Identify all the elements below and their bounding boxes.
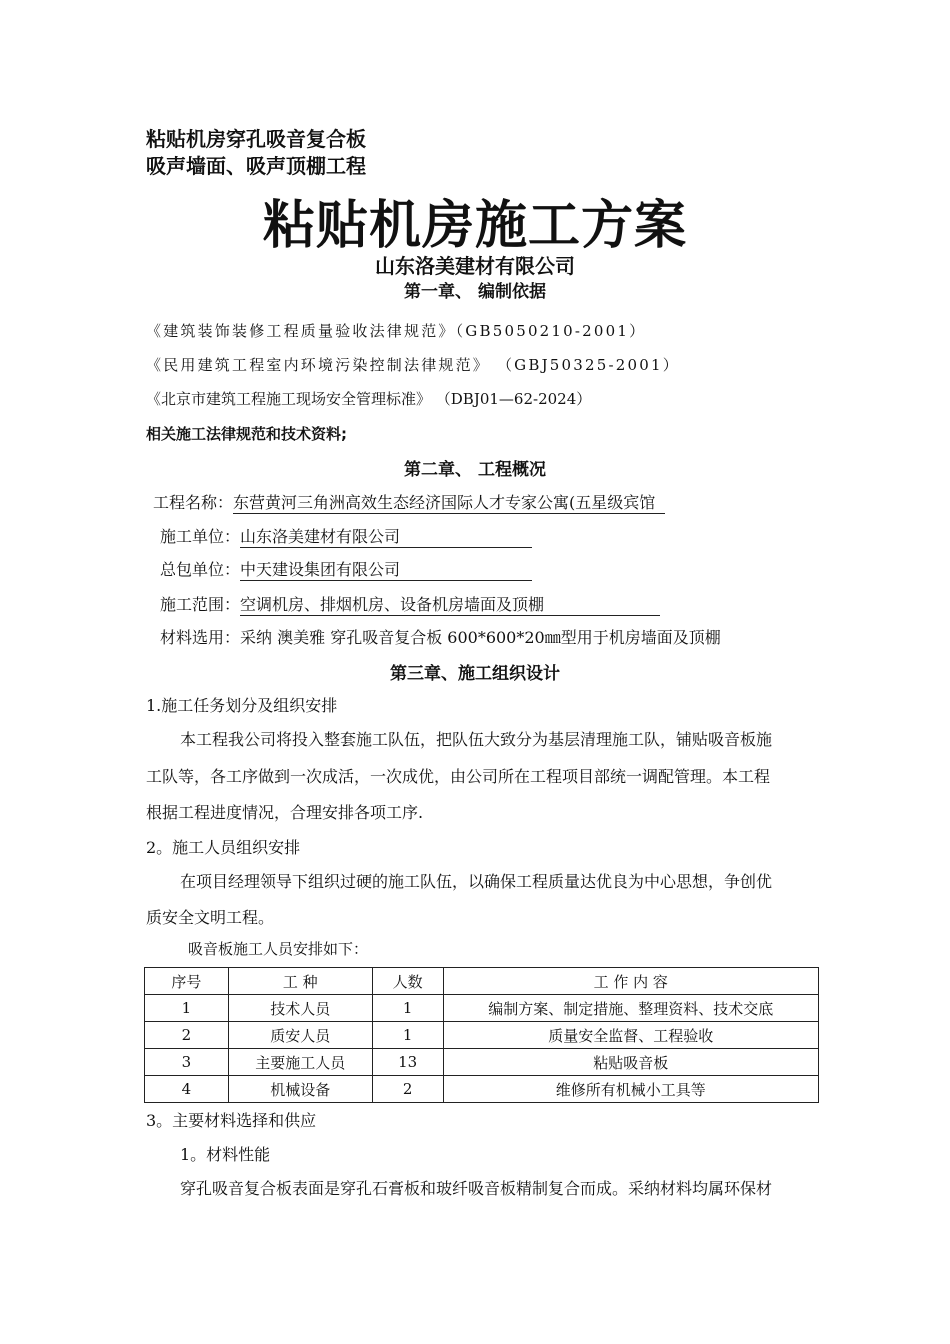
table-row (145, 1049, 819, 1076)
row-index: 1 (145, 995, 229, 1022)
table-caption: 吸音板施工人员安排如下： (188, 940, 369, 958)
section-3-para-line-1: 穿孔吸音复合板表面是穿孔石膏板和玻纤吸音板精制复合而成。采纳材料均属环保材 (180, 1179, 773, 1198)
main-title: 粘贴机房施工方案 (262, 196, 687, 256)
contractor-row (160, 524, 532, 548)
related-materials: 相关施工法律规范和技术资料; (146, 425, 347, 443)
row-tasks: 编制方案、制定措施、整理资料、技术交底 (443, 995, 818, 1022)
project-name-value: 东营黄河三角洲高效生态经济国际人才专家公寓(五星级宾馆 (233, 490, 665, 514)
row-role: 主要施工人员 (228, 1049, 372, 1076)
contractor-label: 施工单位： (160, 527, 241, 546)
scope-label: 施工范围： (160, 595, 241, 614)
material-row (160, 625, 721, 648)
header-line-2: 吸声墙面、吸声顶棚工程 (146, 154, 366, 178)
section-2-para-line-1: 在项目经理领导下组织过硬的施工队伍，以确保工程质量达优良为中心思想，争创优 (180, 872, 773, 891)
header-index: 序号 (145, 968, 229, 995)
section-2-title: 2。施工人员组织安排 (146, 838, 301, 857)
row-role: 技术人员 (228, 995, 372, 1022)
general-contractor-value: 中天建设集团有限公司 (240, 557, 532, 581)
section-3-title: 3。主要材料选择和供应 (146, 1111, 317, 1130)
header-role: 工 种 (228, 968, 372, 995)
row-count: 1 (372, 1022, 443, 1049)
row-count: 2 (372, 1076, 443, 1103)
table-row (145, 1076, 819, 1103)
general-contractor-row (160, 557, 532, 581)
section-2-para-line-2: 质安全文明工程。 (146, 908, 275, 927)
reference-1: 《建筑装饰装修工程质量验收法律规范》（GB5050210-2001） (146, 322, 647, 340)
header-count: 人数 (372, 968, 443, 995)
row-count: 13 (372, 1049, 443, 1076)
row-tasks: 粘贴吸音板 (443, 1049, 818, 1076)
section-1-para-line-1: 本工程我公司将投入整套施工队伍，把队伍大致分为基层清理施工队，铺贴吸音板施 (180, 730, 773, 749)
chapter-2-title: 第二章、 工程概况 (404, 460, 546, 480)
row-index: 3 (145, 1049, 229, 1076)
section-1-para-line-3: 根据工程进度情况，合理安排各项工序. (146, 803, 424, 822)
company-name: 山东洛美建材有限公司 (375, 254, 575, 278)
row-index: 2 (145, 1022, 229, 1049)
project-name-row (153, 490, 665, 514)
section-1-title: 1.施工任务划分及组织安排 (146, 696, 338, 715)
material-value: 采纳 澳美雅 穿孔吸音复合板 600*600*20㎜型用于机房墙面及顶棚 (240, 628, 721, 647)
reference-3: 《北京市建筑工程施工现场安全管理标准》 （DBJ01—62-2024） (146, 390, 592, 408)
project-name-label: 工程名称： (153, 493, 234, 512)
row-tasks: 质量安全监督、工程验收 (443, 1022, 818, 1049)
row-role: 质安人员 (228, 1022, 372, 1049)
section-1-para-line-2: 工队等，各工序做到一次成活，一次成优，由公司所在工程项目部统一调配管理。本工程 (146, 767, 771, 786)
header-line-1: 粘贴机房穿孔吸音复合板 (146, 127, 366, 151)
table-row (145, 995, 819, 1022)
general-contractor-label: 总包单位： (160, 560, 241, 579)
material-label: 材料选用： (160, 628, 241, 647)
row-index: 4 (145, 1076, 229, 1103)
section-3-subtitle: 1。材料性能 (180, 1145, 271, 1164)
row-role: 机械设备 (228, 1076, 372, 1103)
scope-row (160, 592, 660, 616)
scope-value: 空调机房、排烟机房、设备机房墙面及顶棚 (240, 592, 660, 616)
reference-2: 《民用建筑工程室内环境污染控制法律规范》 （GBJ50325-2001） (146, 356, 680, 374)
chapter-1-title: 第一章、 编制依据 (404, 282, 546, 302)
crew-table (144, 967, 819, 1103)
table-row (145, 1022, 819, 1049)
header-tasks: 工 作 内 容 (443, 968, 818, 995)
table-header-row (145, 968, 819, 995)
contractor-value: 山东洛美建材有限公司 (240, 524, 532, 548)
row-count: 1 (372, 995, 443, 1022)
chapter-3-title: 第三章、施工组织设计 (390, 664, 560, 684)
row-tasks: 维修所有机械小工具等 (443, 1076, 818, 1103)
